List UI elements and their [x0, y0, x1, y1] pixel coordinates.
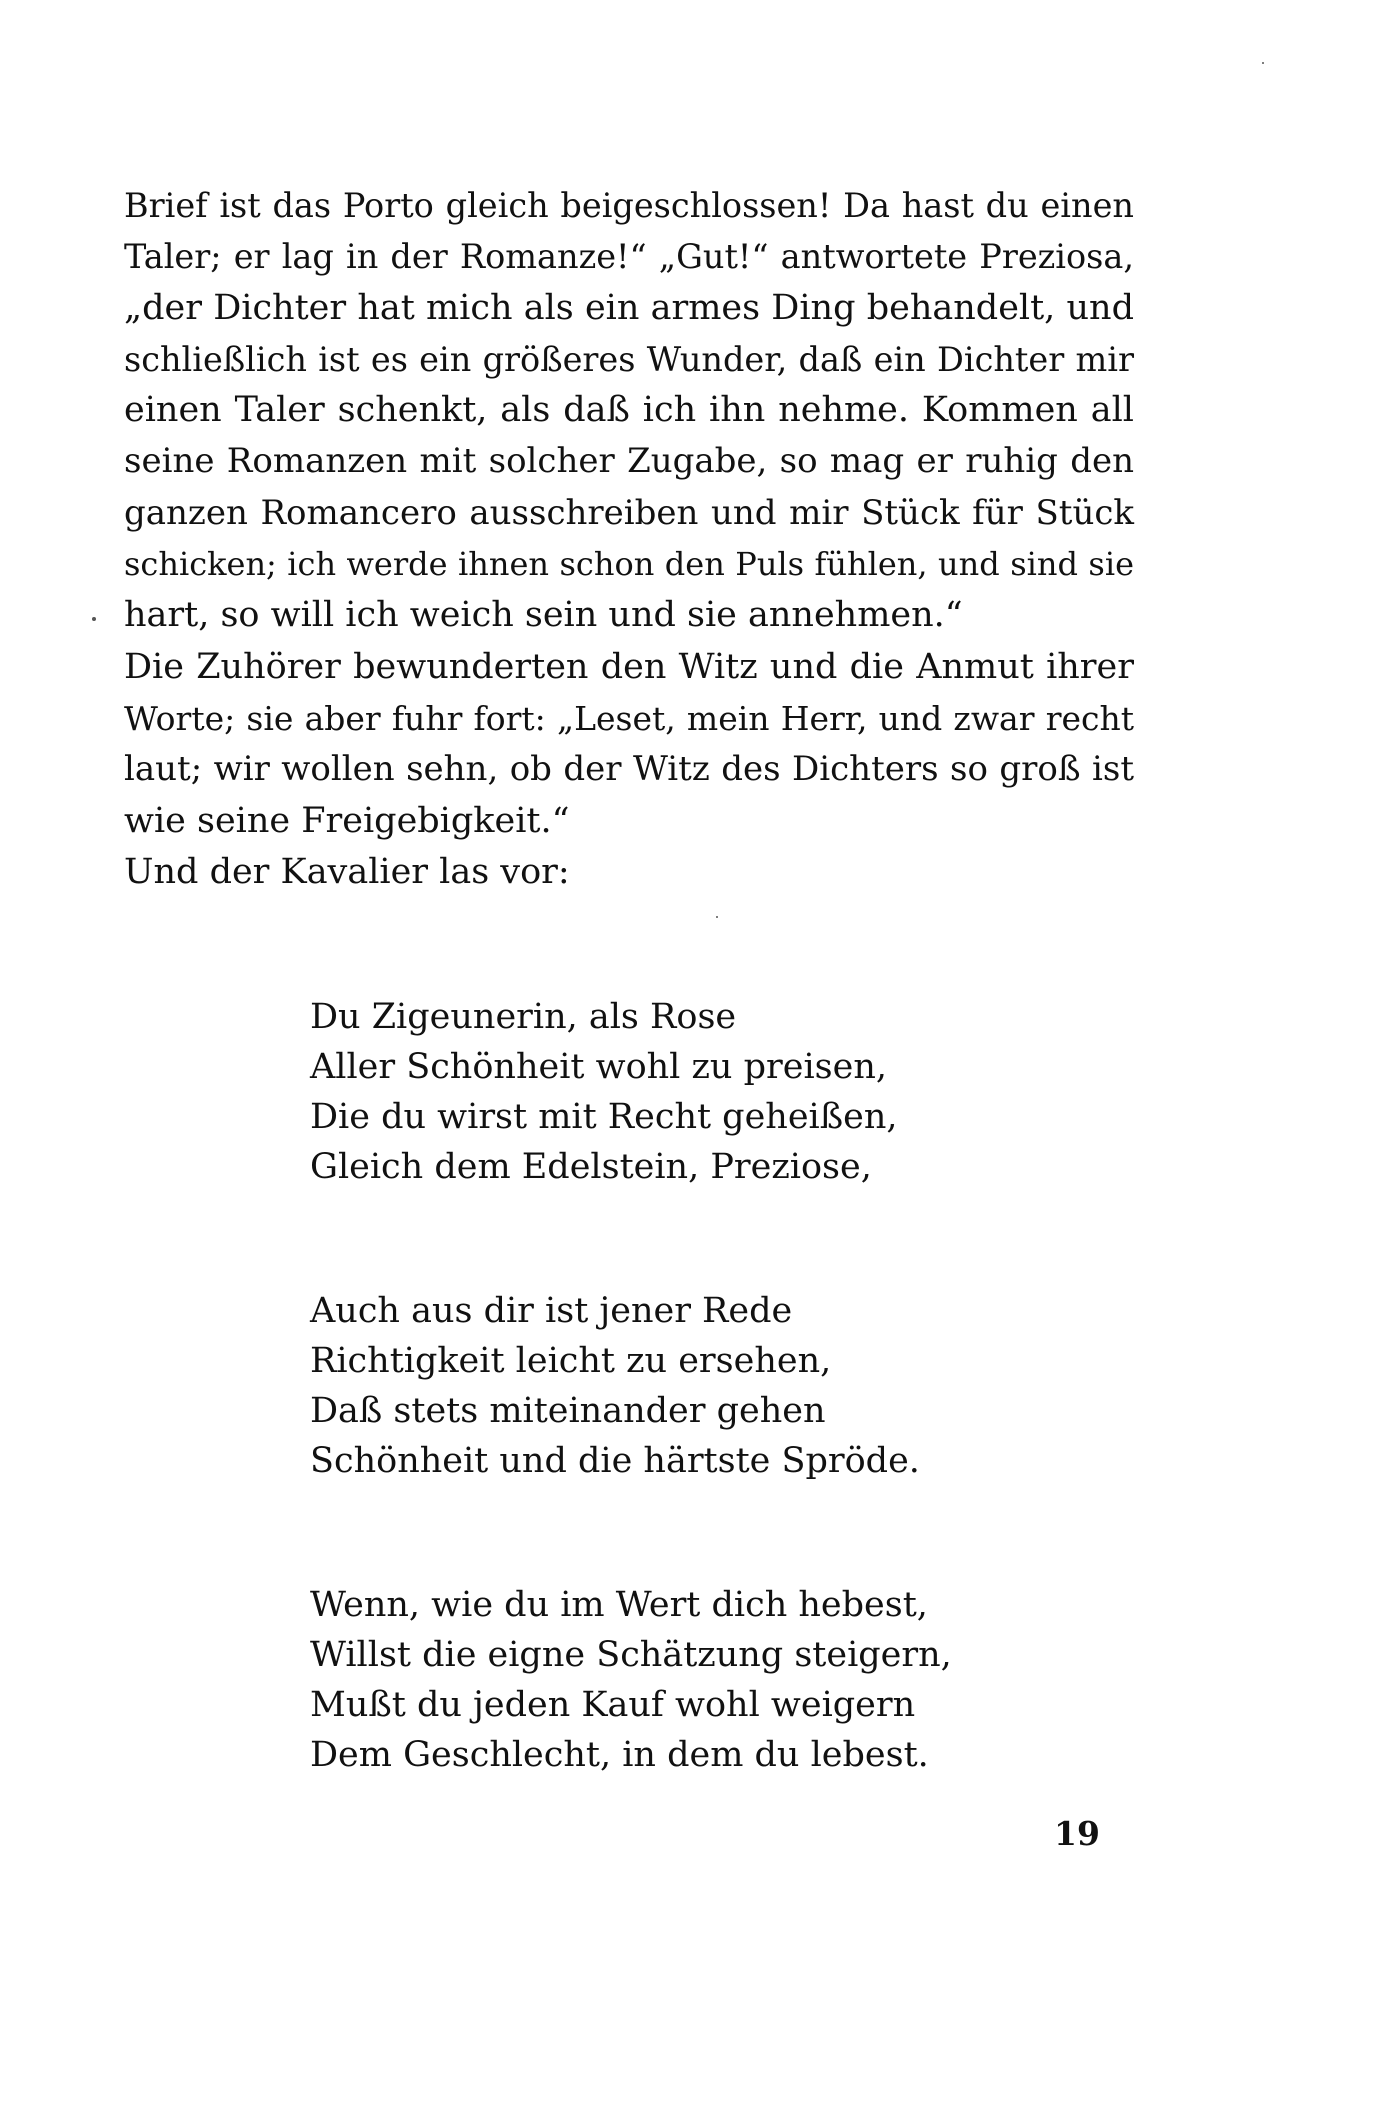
verse-line: Du Zigeunerin, als Rose	[310, 997, 737, 1037]
verse-line: Daß stets miteinander gehen	[310, 1391, 826, 1431]
prose-line: wie seine Freigebigkeit.“	[124, 800, 570, 841]
verse-line: Willst die eigne Schätzung steigern,	[310, 1635, 952, 1675]
verse-line: Schönheit und die härtste Spröde.	[310, 1441, 920, 1481]
verse-line: Mußt du jeden Kauf wohl weigern	[310, 1685, 916, 1725]
prose-line: schicken; ich werde ihnen schon den Puls fühlen, und sind sie	[124, 545, 1134, 584]
prose-paragraphs	[124, 180, 1134, 898]
verse-line: Gleich dem Edelstein, Preziose,	[310, 1147, 872, 1187]
verse-line: Die du wirst mit Recht geheißen,	[310, 1097, 898, 1137]
prose-line: seine Romanzen mit solcher Zugabe, so mag er ruhig den	[124, 441, 1134, 482]
prose-line: Taler; er lag in der Romanze!“ „Gut!“ antwortete Preziosa,	[124, 237, 1134, 277]
prose-line: Die Zuhörer bewunderten den Witz und die Anmut ihrer	[124, 646, 1134, 687]
verse-line: Aller Schönheit wohl zu preisen,	[310, 1047, 887, 1087]
verse-line: Dem Geschlecht, in dem du lebest.	[310, 1735, 929, 1775]
poem-stanza-1	[310, 992, 950, 1192]
page-number: 19	[1054, 1814, 1100, 1853]
prose-line: Worte; sie aber fuhr fort: „Leset, mein Herr, und zwar recht	[124, 698, 1134, 738]
paper-speck	[716, 916, 718, 918]
verse-line: Auch aus dir ist jener Rede	[310, 1291, 793, 1331]
prose-line: einen Taler schenkt, als daß ich ihn nehme. Kommen all	[124, 390, 1134, 431]
poem-stanza-3	[310, 1580, 950, 1780]
prose-line: Brief ist das Porto gleich beigeschlossen! Da hast du einen	[124, 186, 1134, 225]
prose-line: Und der Kavalier las vor:	[124, 851, 570, 892]
prose-line: laut; wir wollen sehn, ob der Witz des Dichters so groß ist	[124, 749, 1134, 790]
prose-line: „der Dichter hat mich als ein armes Ding behandelt, und	[124, 287, 1134, 328]
verse-line: Richtigkeit leicht zu ersehen,	[310, 1341, 832, 1381]
poem-stanza-2	[310, 1286, 950, 1486]
verse-line: Wenn, wie du im Wert dich hebest,	[310, 1585, 928, 1625]
paper-speck	[1262, 62, 1264, 64]
prose-line: schließlich ist es ein größeres Wunder, daß ein Dichter mir	[124, 339, 1134, 379]
paper-speck	[92, 617, 96, 621]
prose-line: ganzen Romancero ausschreiben und mir Stück für Stück	[124, 492, 1134, 533]
prose-line: hart, so will ich weich sein und sie annehmen.“	[124, 595, 963, 636]
